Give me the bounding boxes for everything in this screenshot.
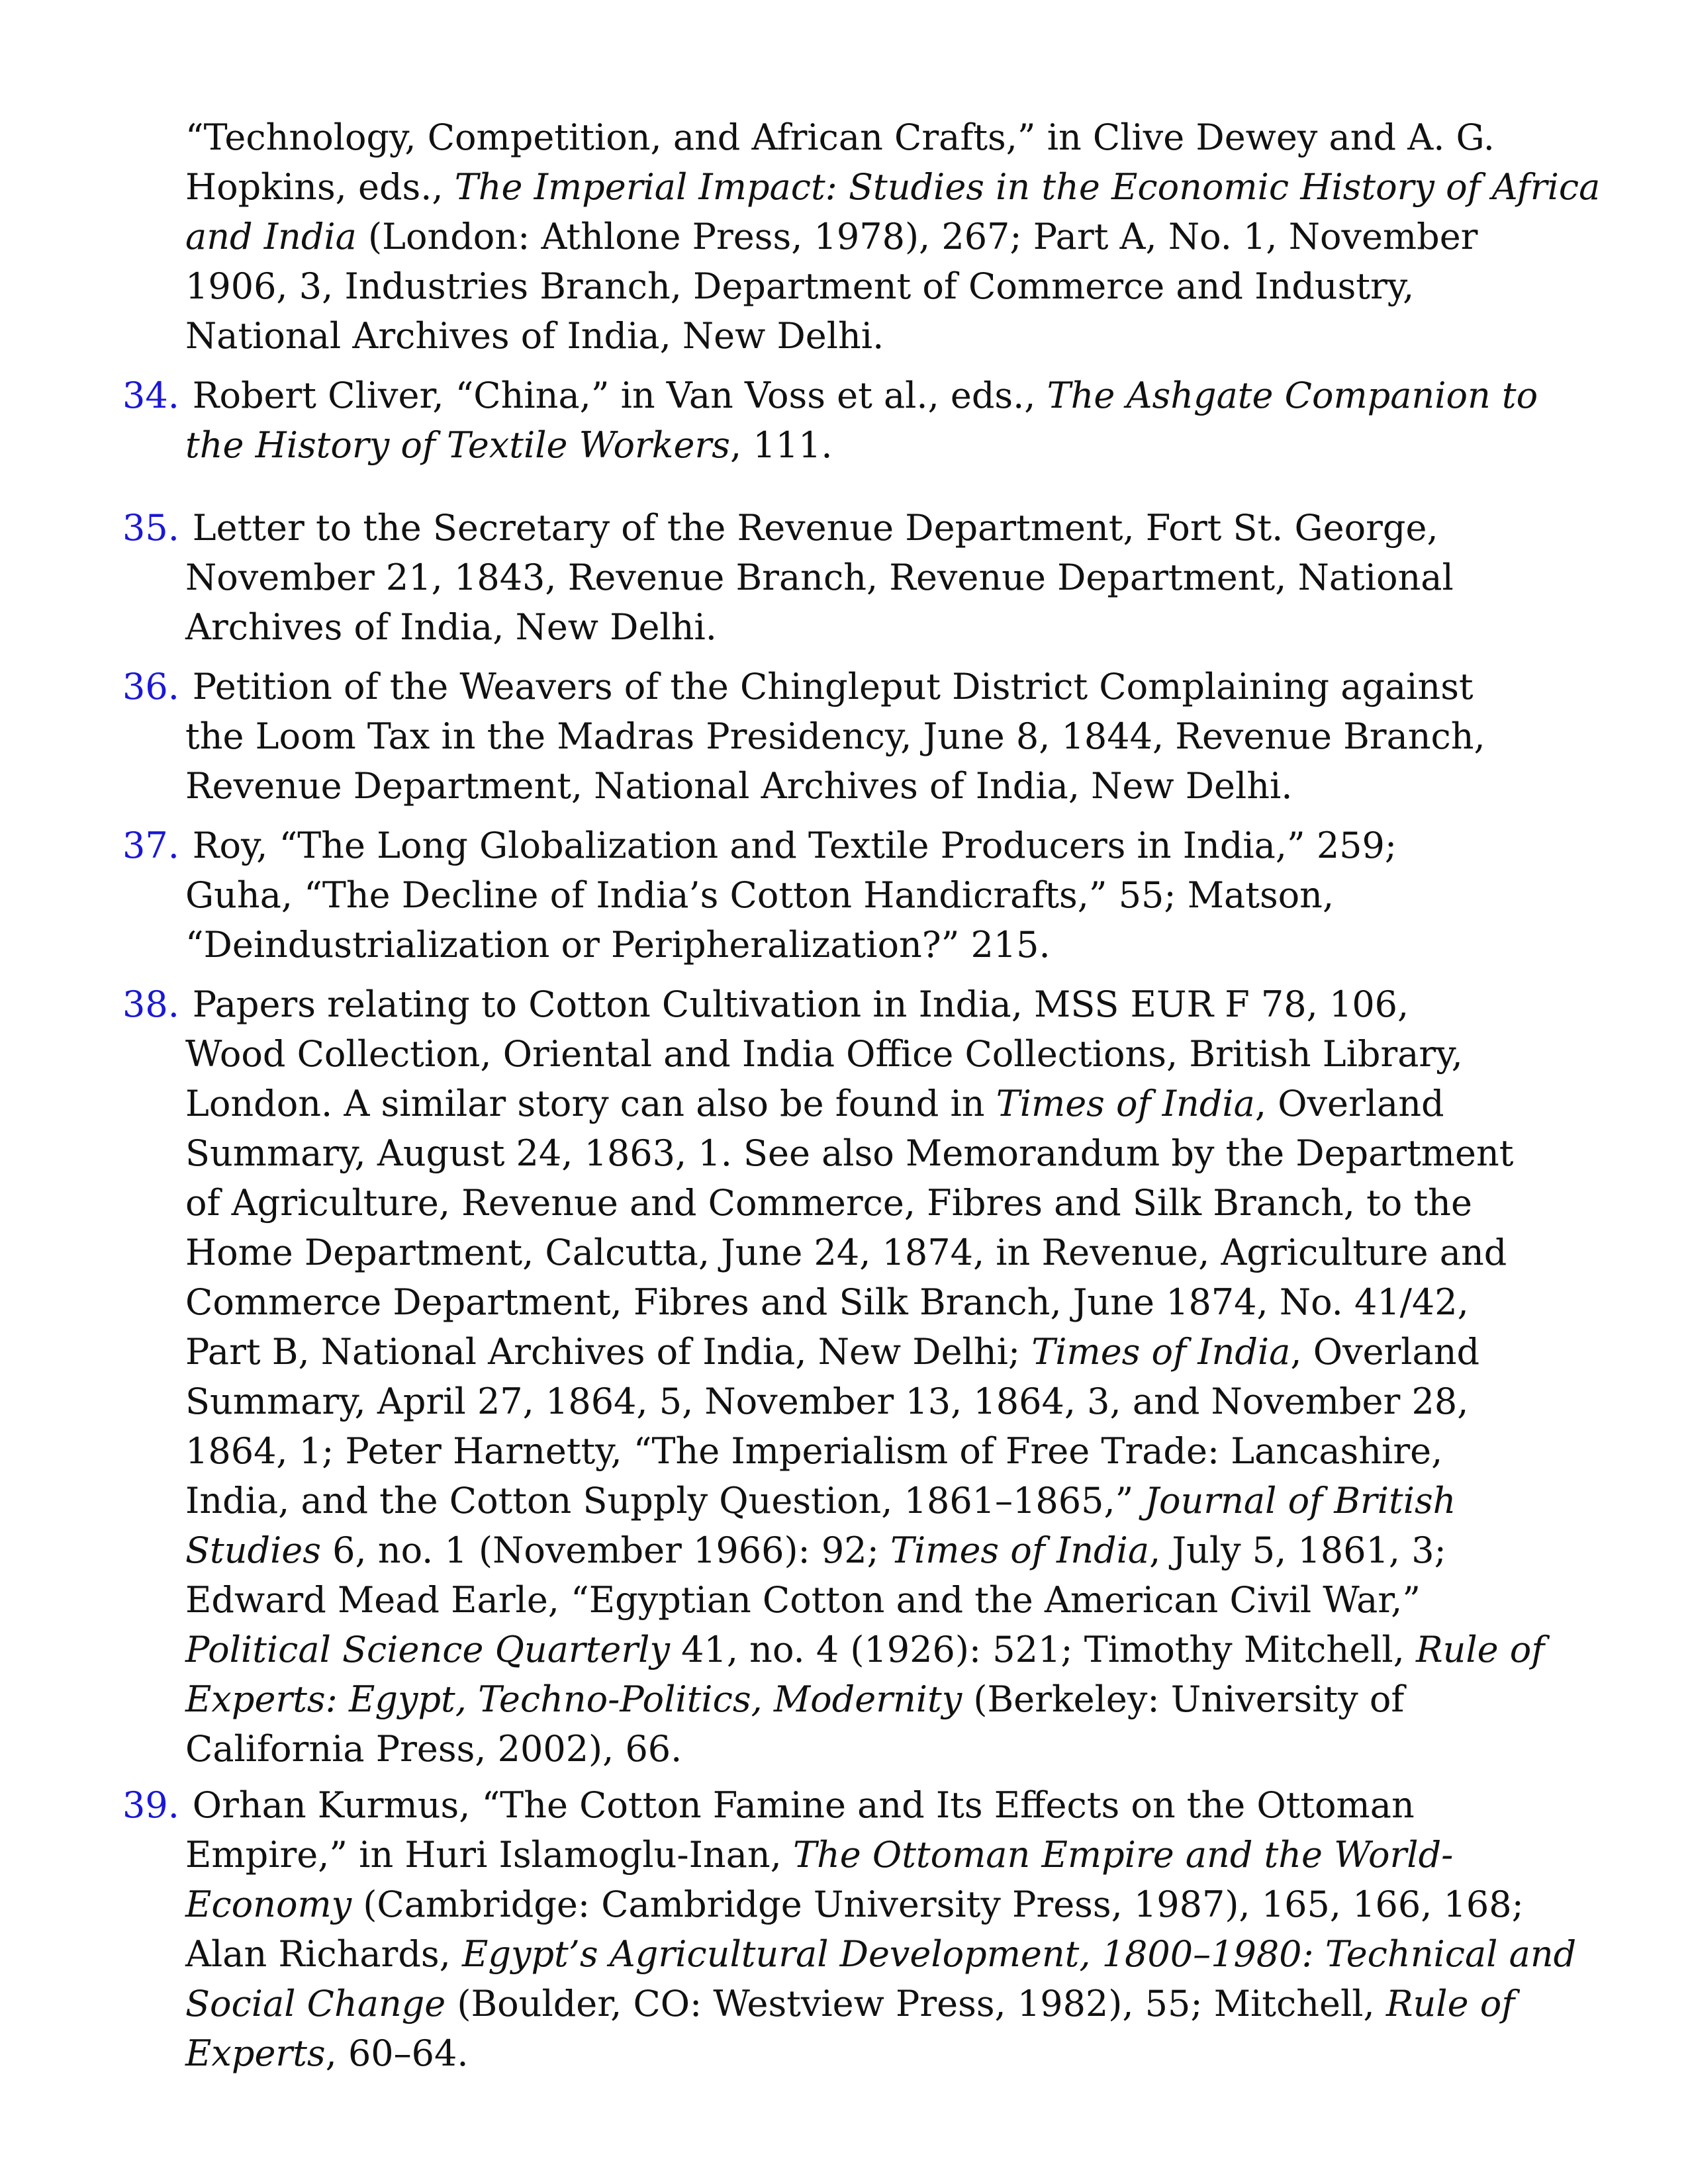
note-line bbox=[185, 1724, 1569, 1774]
note-line bbox=[185, 162, 1601, 212]
note-text: 1864, 1; Peter Harnetty, “The Imperialism of Free Trade: Lancashire, bbox=[185, 1430, 1443, 1472]
note-line bbox=[122, 662, 1569, 711]
note-text: Hopkins, eds., bbox=[185, 166, 455, 208]
endnote-continued bbox=[185, 113, 1601, 361]
italic-title-text: Times of India bbox=[996, 1083, 1255, 1124]
note-number-link[interactable]: 37. bbox=[122, 825, 179, 866]
note-text: of Agriculture, Revenue and Commerce, Fibres and Silk Branch, to the bbox=[185, 1182, 1472, 1224]
note-line bbox=[185, 212, 1569, 261]
note-text: the Loom Tax in the Madras Presidency, June 8, 1844, Revenue Branch, bbox=[185, 715, 1485, 757]
note-line bbox=[185, 1178, 1569, 1228]
note-number-link[interactable]: 34. bbox=[122, 375, 179, 416]
note-text: (Boulder, CO: Westview Press, 1982), 55; Mitchell, bbox=[445, 1983, 1386, 2025]
note-text: Robert Cliver, “China,” in Van Voss et al., eds., bbox=[192, 375, 1047, 416]
note-line bbox=[185, 1830, 1569, 1880]
note-line bbox=[185, 920, 1569, 970]
note-text: Summary, April 27, 1864, 5, November 13, 1864, 3, and November 28, bbox=[185, 1381, 1469, 1422]
endnote-35 bbox=[122, 503, 1569, 652]
italic-title-text: Political Science Quarterly bbox=[185, 1629, 670, 1670]
note-text: Part B, National Archives of India, New Delhi; bbox=[185, 1331, 1032, 1373]
note-number-link[interactable]: 35. bbox=[122, 507, 179, 549]
note-text: Commerce Department, Fibres and Silk Branch, June 1874, No. 41/42, bbox=[185, 1281, 1469, 1323]
note-line bbox=[185, 1426, 1569, 1476]
note-line bbox=[185, 1476, 1569, 1525]
italic-title-text: Times of India bbox=[1031, 1331, 1291, 1373]
note-text: Revenue Department, National Archives of India, New Delhi. bbox=[185, 765, 1293, 807]
note-text: Roy, “The Long Globalization and Textile Producers in India,” 259; bbox=[192, 825, 1397, 866]
endnote-34 bbox=[122, 371, 1569, 470]
note-text: , Overland bbox=[1290, 1331, 1480, 1373]
note-text: “Deindustrialization or Peripheralization?” 215. bbox=[185, 924, 1051, 966]
note-number-link[interactable]: 39. bbox=[122, 1784, 179, 1826]
note-text: Summary, August 24, 1863, 1. See also Memorandum by the Department bbox=[185, 1132, 1514, 1174]
note-text: Empire,” in Huri Islamoglu-Inan, bbox=[185, 1834, 793, 1876]
note-line bbox=[122, 503, 1569, 553]
note-line bbox=[185, 1575, 1569, 1625]
note-text: Papers relating to Cotton Cultivation in India, MSS EUR F 78, 106, bbox=[192, 983, 1409, 1025]
note-number-link[interactable]: 36. bbox=[122, 666, 179, 707]
note-text: London. A similar story can also be found in bbox=[185, 1083, 996, 1124]
note-line bbox=[185, 1079, 1569, 1128]
note-line bbox=[122, 1780, 1569, 1830]
endnote-37 bbox=[122, 821, 1569, 970]
note-text: Edward Mead Earle, “Egyptian Cotton and the American Civil War,” bbox=[185, 1579, 1421, 1621]
note-line bbox=[185, 311, 1569, 361]
note-text: , 60–64. bbox=[325, 2032, 469, 2074]
note-line bbox=[185, 1880, 1569, 1929]
note-line bbox=[185, 1128, 1569, 1178]
note-line bbox=[185, 1525, 1569, 1575]
note-text: November 21, 1843, Revenue Branch, Revenue Department, National bbox=[185, 557, 1454, 598]
italic-title-text: Rule of bbox=[1415, 1629, 1545, 1670]
note-text: National Archives of India, New Delhi. bbox=[185, 315, 884, 357]
note-text: Alan Richards, bbox=[185, 1933, 462, 1975]
italic-title-text: Egypt’s Agricultural Development, 1800–1980: Technical and bbox=[461, 1933, 1577, 1975]
note-line bbox=[185, 1929, 1577, 1979]
note-line bbox=[185, 2028, 1569, 2078]
note-text: Letter to the Secretary of the Revenue Department, Fort St. George, bbox=[192, 507, 1438, 549]
note-text: India, and the Cotton Supply Question, 1861–1865,” bbox=[185, 1480, 1145, 1522]
note-text: Petition of the Weavers of the Chingleput District Complaining against bbox=[192, 666, 1474, 707]
italic-title-text: Experts: Egypt, Techno-Politics, Modernity bbox=[185, 1678, 962, 1720]
note-line bbox=[185, 1327, 1569, 1377]
note-text: Archives of India, New Delhi. bbox=[185, 606, 717, 648]
italic-title-text: Economy bbox=[185, 1884, 352, 1925]
note-text: 6, no. 1 (November 1966): 92; bbox=[320, 1529, 890, 1571]
italic-title-text: Journal of British bbox=[1145, 1480, 1456, 1522]
note-line bbox=[185, 113, 1569, 162]
note-text: Home Department, Calcutta, June 24, 1874, in Revenue, Agriculture and bbox=[185, 1232, 1507, 1273]
endnote-38 bbox=[122, 979, 1569, 1774]
note-line bbox=[185, 761, 1569, 811]
note-line bbox=[185, 870, 1569, 920]
note-line bbox=[122, 371, 1569, 420]
italic-title-text: Experts bbox=[185, 2032, 326, 2074]
note-text: , 111. bbox=[730, 424, 833, 466]
note-line bbox=[185, 420, 1569, 470]
italic-title-text: the History of Textile Workers bbox=[185, 424, 730, 466]
italic-title-text: Social Change bbox=[185, 1983, 446, 2025]
note-text: (Berkeley: University of bbox=[962, 1678, 1405, 1720]
note-text: “Technology, Competition, and African Crafts,” in Clive Dewey and A. G. bbox=[185, 116, 1495, 158]
note-line bbox=[185, 261, 1569, 311]
note-line bbox=[185, 1377, 1569, 1426]
note-text: (London: Athlone Press, 1978), 267; Part A, No. 1, November bbox=[356, 216, 1478, 257]
italic-title-text: and India bbox=[185, 216, 357, 257]
note-text: Wood Collection, Oriental and India Office Collections, British Library, bbox=[185, 1033, 1463, 1075]
italic-title-text: Studies bbox=[185, 1529, 321, 1571]
italic-title-text: The Imperial Impact: Studies in the Economic History of Africa bbox=[454, 166, 1601, 208]
endnote-39 bbox=[122, 1780, 1577, 2078]
note-text: Orhan Kurmus, “The Cotton Famine and Its Effects on the Ottoman bbox=[192, 1784, 1415, 1826]
italic-title-text: The Ashgate Companion to bbox=[1047, 375, 1538, 416]
italic-title-text: Rule of bbox=[1385, 1983, 1515, 2025]
note-number-link[interactable]: 38. bbox=[122, 983, 179, 1025]
italic-title-text: Times of India bbox=[890, 1529, 1150, 1571]
note-text: 41, no. 4 (1926): 521; Timothy Mitchell, bbox=[669, 1629, 1416, 1670]
note-line bbox=[185, 553, 1569, 602]
note-line bbox=[185, 711, 1569, 761]
note-line bbox=[185, 1979, 1569, 2028]
note-text: 1906, 3, Industries Branch, Department of Commerce and Industry, bbox=[185, 265, 1415, 307]
note-text: Guha, “The Decline of India’s Cotton Handicrafts,” 55; Matson, bbox=[185, 874, 1335, 916]
note-line bbox=[185, 1277, 1569, 1327]
note-text: (Cambridge: Cambridge University Press, 1987), 165, 166, 168; bbox=[352, 1884, 1524, 1925]
note-line bbox=[185, 1674, 1569, 1724]
note-line bbox=[122, 979, 1569, 1029]
endnote-36 bbox=[122, 662, 1569, 811]
note-line bbox=[185, 1029, 1569, 1079]
note-text: , Overland bbox=[1254, 1083, 1444, 1124]
note-text: , July 5, 1861, 3; bbox=[1149, 1529, 1446, 1571]
note-line bbox=[185, 602, 1569, 652]
note-line bbox=[185, 1228, 1569, 1277]
italic-title-text: The Ottoman Empire and the World- bbox=[793, 1834, 1454, 1876]
note-text: California Press, 2002), 66. bbox=[185, 1728, 682, 1770]
note-line bbox=[122, 821, 1569, 870]
note-line bbox=[185, 1625, 1569, 1674]
